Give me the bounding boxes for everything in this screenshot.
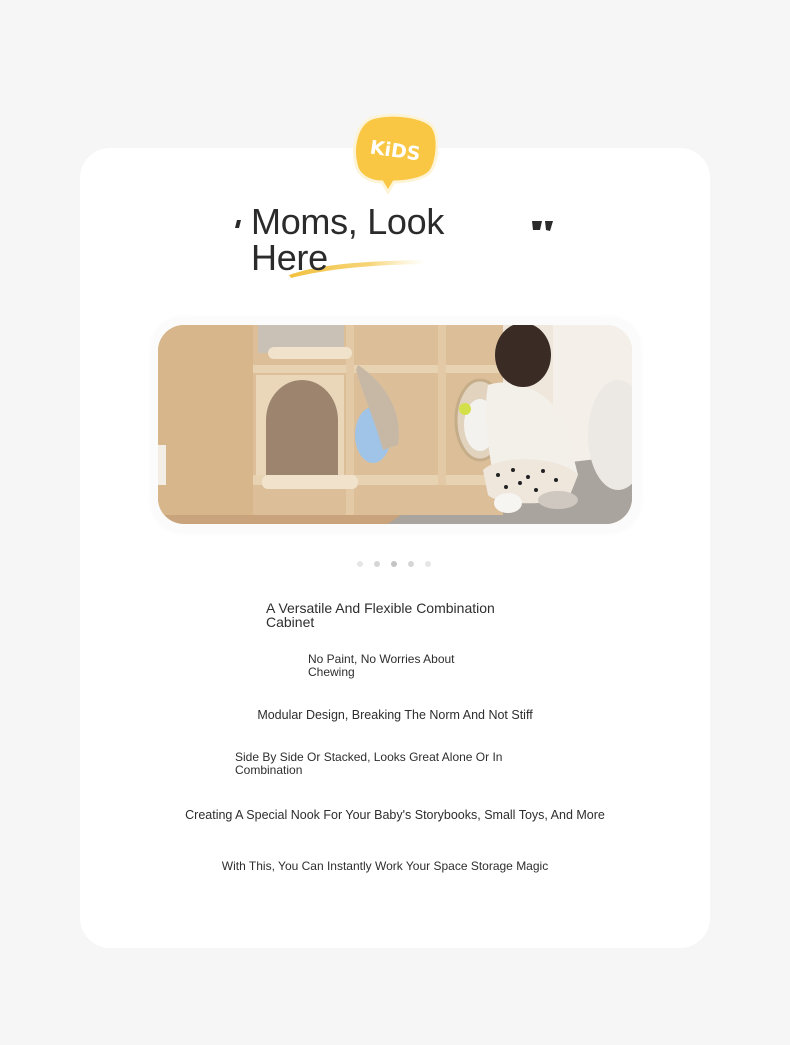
feature-title: A Versatile And Flexible Combination Cabinet (266, 600, 495, 630)
carousel-dot[interactable] (408, 561, 414, 567)
headline-line-2: Here (251, 237, 328, 278)
product-photo[interactable] (158, 325, 632, 524)
carousel-indicators (357, 561, 431, 567)
carousel-dot[interactable] (357, 561, 363, 567)
badge-label: KiDS (368, 136, 422, 166)
carousel-dot[interactable] (425, 561, 431, 567)
speech-bubble-icon (352, 112, 438, 194)
carousel-dot-active[interactable] (391, 561, 397, 567)
carousel-dot[interactable] (374, 561, 380, 567)
feature-item: No Paint, No Worries About Chewing (308, 652, 455, 679)
feature-item: With This, You Can Instantly Work Your Space Storage Magic (221, 859, 549, 873)
kids-badge (352, 112, 438, 194)
headline (251, 201, 541, 278)
quote-open-icon (234, 219, 242, 229)
feature-item: Modular Design, Breaking The Norm And Not Stiff (257, 708, 533, 722)
feature-item: Side By Side Or Stacked, Looks Great Alone Or In Combination (235, 750, 503, 777)
feature-item: Creating A Special Nook For Your Baby's Storybooks, Small Toys, And More (185, 808, 605, 822)
headline-line-1: Moms, Look (251, 201, 445, 242)
cabinet-child-illustration (158, 325, 632, 524)
